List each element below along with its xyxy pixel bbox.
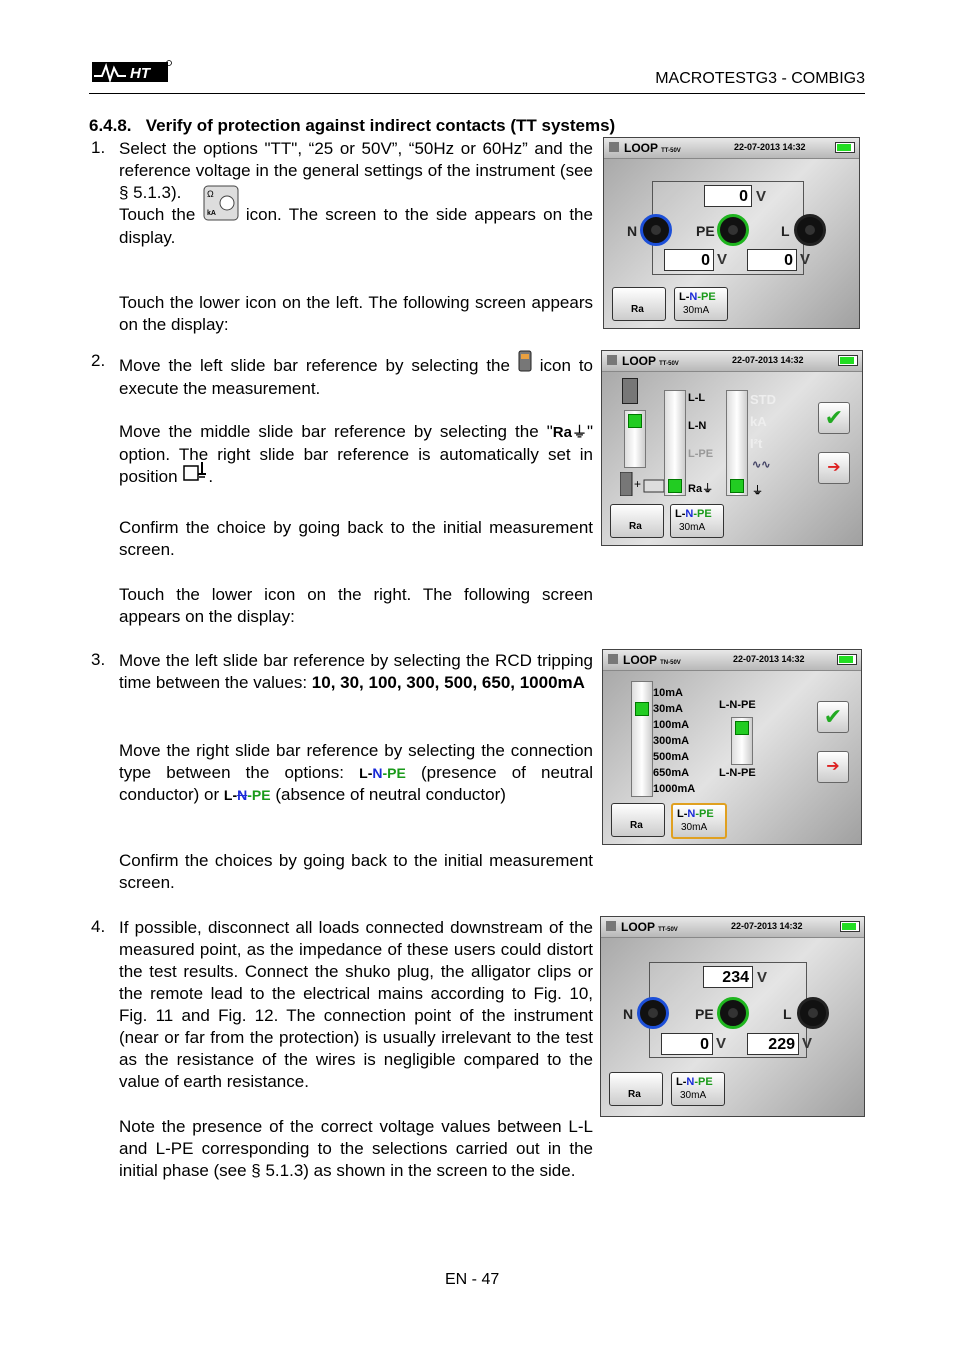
ra-button-label: Ra: [628, 1089, 641, 1100]
unit-v: V: [716, 1035, 727, 1052]
lnpe-30ma-button[interactable]: [670, 504, 724, 538]
step-2-text-2c: .: [208, 466, 214, 486]
terminal-n: [637, 997, 669, 1029]
header-rule: [89, 93, 865, 94]
terminal-pe-label: PE: [695, 1006, 714, 1022]
terminal-n-label: N: [623, 1006, 634, 1022]
lnpe-l: L-: [679, 291, 690, 303]
confirm-check-button[interactable]: ✔: [818, 402, 850, 434]
option-lnpe-neutral[interactable]: L-N-PE: [719, 699, 756, 711]
svg-text:+: +: [634, 477, 642, 491]
lnpe-n: N: [372, 765, 383, 781]
battery-icon: [835, 142, 855, 153]
ra-button-label: Ra: [629, 521, 642, 532]
ra-symbol-label: Ra: [552, 423, 572, 441]
section-number: 6.4.8.: [89, 116, 132, 135]
voltage-top: 0: [704, 185, 752, 207]
screen-mode: TT-50V: [658, 927, 678, 933]
step-3-text-2a: Move the right slide bar reference by selecting the connection type between the options:: [119, 741, 593, 782]
earth-position-icon[interactable]: ⏚: [752, 485, 763, 497]
left-slider-knob[interactable]: [628, 414, 642, 428]
step-4-number: 4.: [91, 917, 106, 936]
earth-position-icon: [182, 466, 208, 488]
option-ra-label: Ra: [688, 483, 703, 495]
screen-title: LOOP: [621, 920, 655, 934]
unit-v: V: [756, 188, 767, 205]
exit-button[interactable]: ➔: [817, 751, 849, 783]
step-2-text-4: Touch the lower icon on the right. The following screen appears on the display:: [119, 585, 593, 626]
option-100ma[interactable]: 100mA: [653, 719, 690, 731]
ra-button[interactable]: [609, 1072, 663, 1106]
terminal-n-label: N: [627, 223, 638, 239]
screen-2-topbar: [602, 351, 862, 372]
confirm-check-button[interactable]: ✔: [817, 701, 849, 733]
exit-button[interactable]: ➔: [818, 452, 850, 484]
unit-v: V: [800, 251, 811, 268]
lnpe-l: L-: [223, 787, 238, 803]
option-10ma[interactable]: 10mA: [653, 687, 683, 699]
voltage-left: 0: [664, 249, 714, 271]
unit-v: V: [757, 969, 768, 986]
screen-4-voltage: [600, 916, 865, 1117]
lnpe-label: [675, 508, 712, 520]
home-icon: [609, 142, 619, 152]
lnpe-label: [677, 808, 714, 820]
option-ra[interactable]: Ra⏚: [688, 483, 714, 495]
step-1-icon-text: icon. The screen to the side appears on the display.: [119, 205, 593, 247]
current-values: 10, 30, 100, 300, 500, 650, 1000mA: [311, 673, 585, 692]
terminal-n: [640, 214, 672, 246]
unit-v: V: [802, 1035, 813, 1052]
battery-icon: [837, 654, 857, 665]
lnpe-symbol-1: [359, 765, 406, 781]
option-1000ma[interactable]: 1000mA: [653, 783, 696, 795]
svg-text:Ω: Ω: [206, 188, 214, 199]
screen-title: LOOP: [623, 653, 657, 667]
option-l-pe[interactable]: L-PE: [688, 448, 714, 460]
ma-label: 30mA: [681, 822, 708, 833]
screen-title: LOOP: [622, 354, 656, 368]
current-slider-knob[interactable]: [635, 702, 649, 716]
ra-symbol-icon: Ra⏚: [552, 423, 587, 441]
option-i2t[interactable]: I²t: [750, 436, 763, 451]
step-4-text-2: Note the presence of the correct voltage values between L-L and L-PE corresponding to the selections carried out in the initial phase (see § 5.1.3) as shown in the screen to the side.: [119, 1117, 593, 1180]
screen-mode: TT-50V: [659, 361, 679, 367]
option-300ma[interactable]: 300mA: [653, 735, 690, 747]
screen-datetime: 22-07-2013 14:32: [734, 142, 806, 152]
middle-slide-bar[interactable]: [664, 390, 686, 496]
terminal-pe: [717, 997, 749, 1029]
screen-datetime: 22-07-2013 14:32: [733, 654, 805, 664]
remote-plug-icon: [620, 472, 666, 496]
lnpe-n: N: [686, 1076, 695, 1088]
lnpe-n: N: [685, 508, 694, 520]
svg-text:kA: kA: [206, 209, 216, 217]
voltage-right: 229: [747, 1033, 799, 1055]
option-30ma[interactable]: 30mA: [653, 703, 683, 715]
step-3-text-2b: (presence of neutral conductor) or: [119, 763, 593, 804]
lnpe-l: L-: [359, 765, 373, 781]
lnpe-n: N: [237, 787, 248, 803]
lnpe-pe: -PE: [695, 808, 714, 820]
lnpe-30ma-button[interactable]: [674, 287, 728, 321]
home-icon: [606, 921, 616, 931]
remote-probe-icon: [518, 356, 532, 378]
lnpe-pe: -PE: [694, 1076, 713, 1088]
step-1-touch-text: Touch the: [119, 205, 196, 224]
section-title: Verify of protection against indirect contacts (TT systems): [145, 116, 616, 135]
step-4-text-1: If possible, disconnect all loads connected downstream of the measured point, as the impedance of these users could distort the test results. Connect the shuko plug, the alligator clips or the remote lead to the electrical mains according to Fig. 10, Fig. 11 and Fig. 12. The connection point of the instrument (near or far from the protection) is usually irrelevant to the test as the resistance of the wires is negligible compared to the value of earth resistance.: [119, 918, 593, 1091]
step-2-text-2: [119, 421, 593, 488]
terminal-l-label: L: [781, 223, 790, 239]
ra-button[interactable]: [610, 504, 664, 538]
step-2-text-3: Confirm the choice by going back to the initial measurement screen.: [119, 518, 593, 559]
connection-slider-knob[interactable]: [735, 721, 749, 735]
section-heading: [89, 116, 615, 136]
step-1-text-2: [119, 188, 593, 249]
connection-slide-bar[interactable]: [731, 717, 753, 765]
step-1-text-3: Touch the lower icon on the left. The following screen appears on the display:: [119, 293, 593, 334]
step-2-text-2a: Move the middle slide bar reference by selecting the ": [119, 422, 553, 441]
waveform-icon: ∿∿: [752, 459, 771, 471]
lnpe-n: N: [689, 291, 698, 303]
lnpe-label: [676, 1076, 713, 1088]
option-lnpe-no-neutral[interactable]: L-N-PE: [719, 767, 756, 779]
screen-3-topbar: [603, 650, 861, 671]
screen-2-settings: [601, 350, 863, 546]
middle-slider-knob[interactable]: [668, 479, 682, 493]
screen-title: LOOP: [624, 141, 658, 155]
step-3-text-1: [119, 650, 593, 694]
loop-function-icon: [203, 188, 239, 227]
terminal-l: [794, 214, 826, 246]
terminal-pe-label: PE: [696, 223, 715, 239]
voltage-left: 0: [661, 1033, 713, 1055]
ra-button-label: Ra: [630, 820, 643, 831]
screen-datetime: 22-07-2013 14:32: [731, 921, 803, 931]
voltage-top: 234: [703, 966, 753, 988]
brand-text: HT: [130, 65, 150, 82]
screen-1-voltage: [603, 137, 860, 329]
ht-logo: [92, 58, 172, 86]
voltage-right: 0: [747, 249, 797, 271]
step-2-number: 2.: [91, 351, 106, 370]
ma-label: 30mA: [683, 305, 710, 316]
option-l-n[interactable]: L-N: [688, 420, 707, 432]
lnpe-symbol-2: [224, 787, 271, 803]
option-ka[interactable]: kA: [750, 414, 767, 429]
lnpe-label: [679, 291, 716, 303]
option-l-l[interactable]: L-L: [688, 392, 706, 404]
step-3-text-3: Confirm the choices by going back to the initial measurement screen.: [119, 851, 593, 892]
step-3-number: 3.: [91, 650, 106, 669]
step-2-text-1a: Move the left slide bar reference by selecting the: [119, 356, 510, 375]
ra-button[interactable]: [612, 287, 666, 321]
unit-v: V: [717, 251, 728, 268]
screen-mode: TN-50V: [660, 660, 681, 666]
step-3-text-2: [119, 740, 593, 806]
lnpe-pe: -PE: [693, 508, 712, 520]
lnpe-pe: -PE: [382, 765, 406, 781]
step-3-text-2c: (absence of neutral conductor): [275, 785, 506, 804]
option-500ma[interactable]: 500mA: [653, 751, 690, 763]
battery-icon: [838, 355, 858, 366]
screen-1-topbar: [604, 138, 859, 159]
step-1-number: 1.: [91, 138, 106, 157]
lnpe-n: N: [687, 808, 696, 820]
battery-icon: [840, 921, 860, 932]
ma-label: 30mA: [680, 1090, 707, 1101]
terminal-pe: [717, 214, 749, 246]
screen-3-rcd: [602, 649, 862, 845]
model-name: MACROTESTG3 - COMBIG3: [655, 70, 865, 87]
page-number: EN - 47: [445, 1271, 500, 1288]
screen-mode: TT-50V: [661, 148, 681, 154]
ra-button-label: Ra: [631, 304, 644, 315]
right-slider-knob[interactable]: [730, 479, 744, 493]
option-std[interactable]: STD: [750, 392, 776, 407]
screen-4-topbar: [601, 917, 864, 938]
step-1-text-1: Select the options "TT", “25 or 50V”, “50Hz or 60Hz” and the reference voltage in the general settings of the instrument (see § 5.1.3).: [119, 139, 593, 202]
lnpe-l: L-: [675, 508, 686, 520]
lnpe-l: L-: [677, 808, 688, 820]
home-icon: [607, 355, 617, 365]
lnpe-pe: -PE: [697, 291, 716, 303]
terminal-l-label: L: [783, 1006, 792, 1022]
lnpe-30ma-button[interactable]: [671, 803, 727, 839]
lnpe-pe: -PE: [247, 787, 271, 803]
step-3-text-1a: Move the left slide bar reference by selecting the RCD tripping time between the values:: [119, 651, 593, 692]
step-2-text-2b: " option. The right slide bar reference is automatically set in position: [119, 422, 593, 486]
terminal-l: [797, 997, 829, 1029]
right-slide-bar[interactable]: [726, 390, 748, 496]
current-slide-bar[interactable]: [631, 681, 653, 797]
lnpe-30ma-button[interactable]: [671, 1072, 725, 1106]
ra-button[interactable]: [611, 803, 665, 837]
screen-datetime: 22-07-2013 14:32: [732, 355, 804, 365]
step-2-text-1b: icon to execute the measurement.: [119, 356, 593, 398]
home-icon: [608, 654, 618, 664]
option-650ma[interactable]: 650mA: [653, 767, 690, 779]
left-slide-bar[interactable]: [624, 410, 646, 468]
ma-label: 30mA: [679, 522, 706, 533]
lnpe-l: L-: [676, 1076, 687, 1088]
step-2-text-1: [119, 355, 593, 400]
remote-icon: [622, 378, 638, 404]
